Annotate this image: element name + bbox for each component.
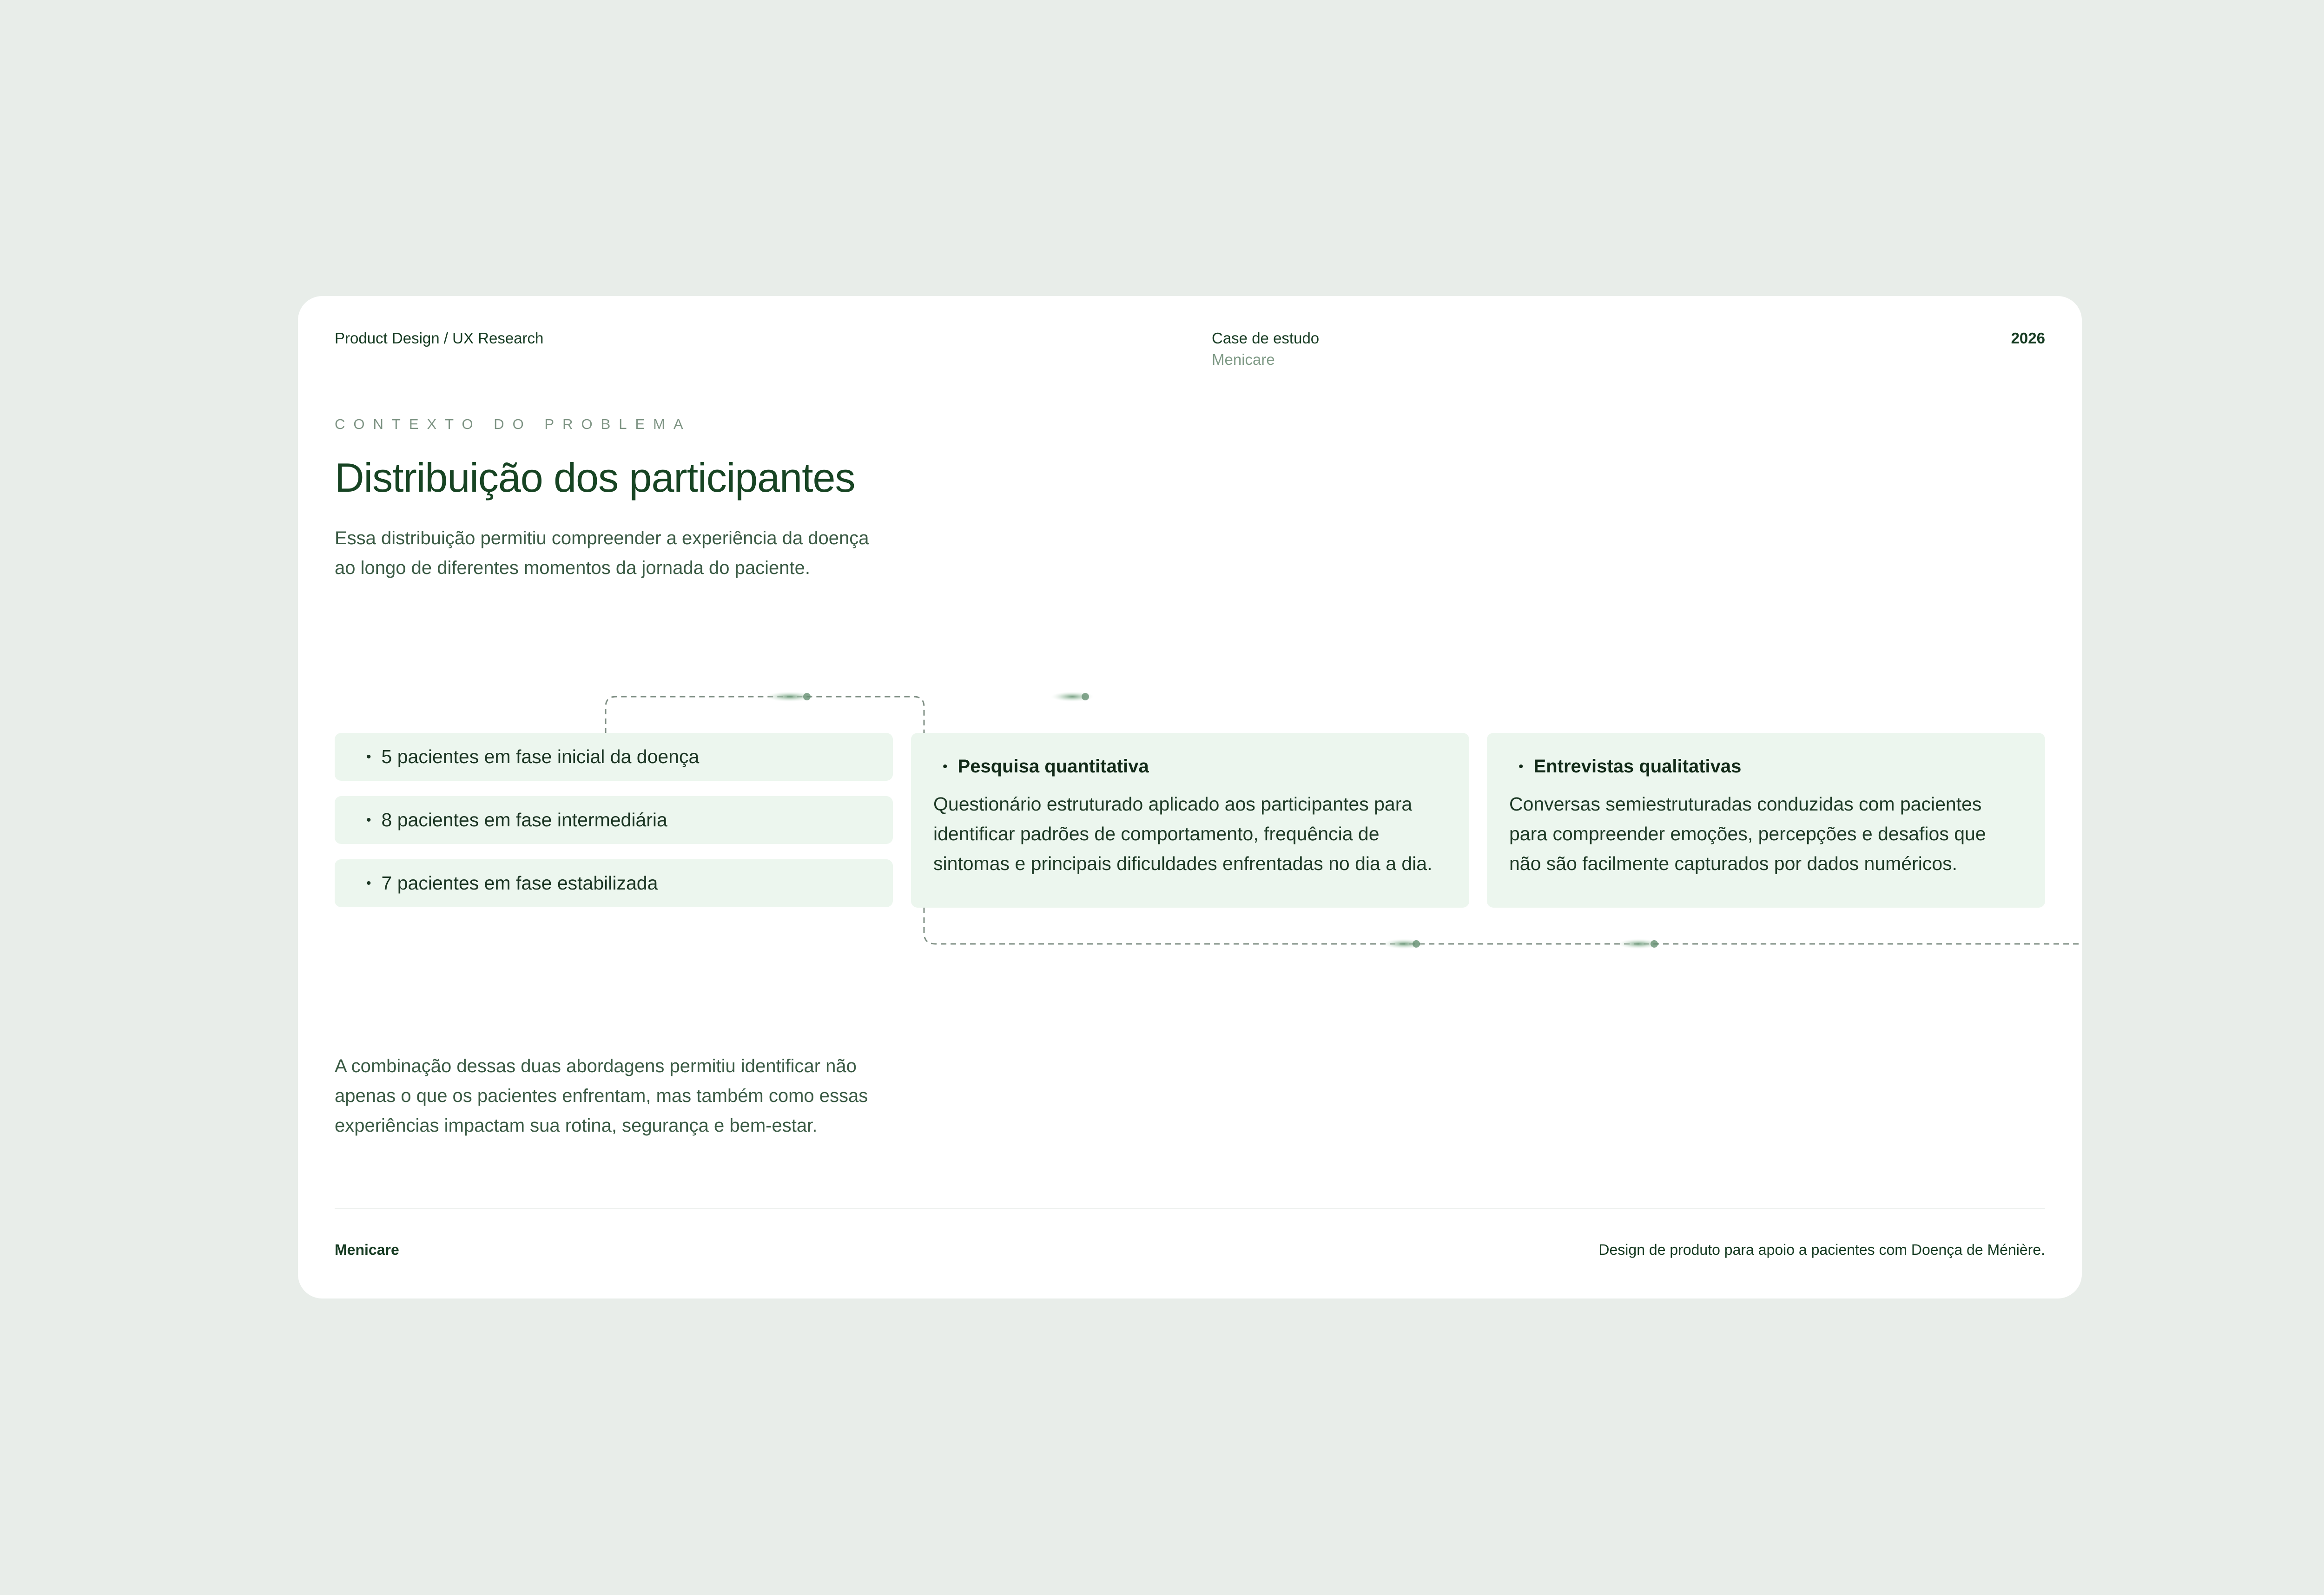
slide-card — [298, 296, 2082, 1298]
bullet-icon: • — [1519, 758, 1524, 774]
bullet-icon: • — [366, 812, 371, 828]
footer-brand: Menicare — [335, 1241, 399, 1258]
participant-item — [335, 796, 893, 844]
closing-paragraph: A combinação dessas duas abordagens permitiu identificar não apenas o que os pacientes enfrentam, mas também como essas experiências impactam sua rotina, segurança e bem-estar. — [335, 1056, 868, 1136]
bullet-icon: • — [366, 749, 371, 765]
participant-item — [335, 859, 893, 907]
method-card-quantitative — [911, 733, 1469, 908]
section-eyebrow: CONTEXTO DO PROBLEMA — [335, 416, 692, 432]
header-case-label: Case de estudo — [1212, 330, 1320, 347]
bullet-icon: • — [943, 758, 948, 774]
participant-label: 7 pacientes em fase estabilizada — [381, 872, 658, 894]
connector-dot — [1082, 693, 1089, 700]
participant-item — [335, 733, 893, 781]
method-card-description: Conversas semiestruturadas conduzidas com pacientes para compreender emoções, percepções e desafios que não são facilmente capturados por dados numéricos. — [1509, 793, 1986, 874]
header-year: 2026 — [2011, 330, 2045, 347]
method-title-text: Pesquisa quantitativa — [957, 756, 1149, 777]
method-card-description: Questionário estruturado aplicado aos participantes para identificar padrões de comportamento, frequência de sintomas e principais dificuldades enfrentadas no dia a dia. — [933, 793, 1433, 874]
connector-dot — [803, 693, 811, 700]
footer-divider — [335, 1208, 2045, 1209]
header-category: Product Design / UX Research — [335, 330, 544, 347]
header-case-name: Menicare — [1212, 351, 1275, 368]
method-title-text: Entrevistas qualitativas — [1533, 756, 1742, 777]
method-card-title — [933, 756, 1447, 777]
method-card-qualitative — [1487, 733, 2045, 908]
connector-dot — [1651, 940, 1658, 948]
participant-label: 8 pacientes em fase intermediária — [381, 809, 667, 830]
bullet-icon: • — [366, 875, 371, 891]
section-lead: Essa distribuição permitiu compreender a experiência da doença ao longo de diferentes momentos da jornada do paciente. — [335, 528, 869, 578]
participant-label: 5 pacientes em fase inicial da doença — [381, 746, 700, 767]
connector-bottom — [924, 908, 2082, 944]
page-title: Distribuição dos participantes — [335, 455, 855, 501]
header-case — [1212, 330, 1319, 369]
connector-glow-dot — [1051, 692, 1094, 702]
connector-dot — [1413, 940, 1420, 948]
method-card-title — [1509, 756, 2023, 777]
connector-glow-dot — [766, 692, 814, 702]
connector-top — [606, 697, 924, 734]
connector-glow-dot — [1383, 939, 1426, 949]
footer-tagline: Design de produto para apoio a pacientes com Doença de Ménière. — [1598, 1241, 2045, 1258]
connector-glow-dot — [1618, 939, 1660, 949]
